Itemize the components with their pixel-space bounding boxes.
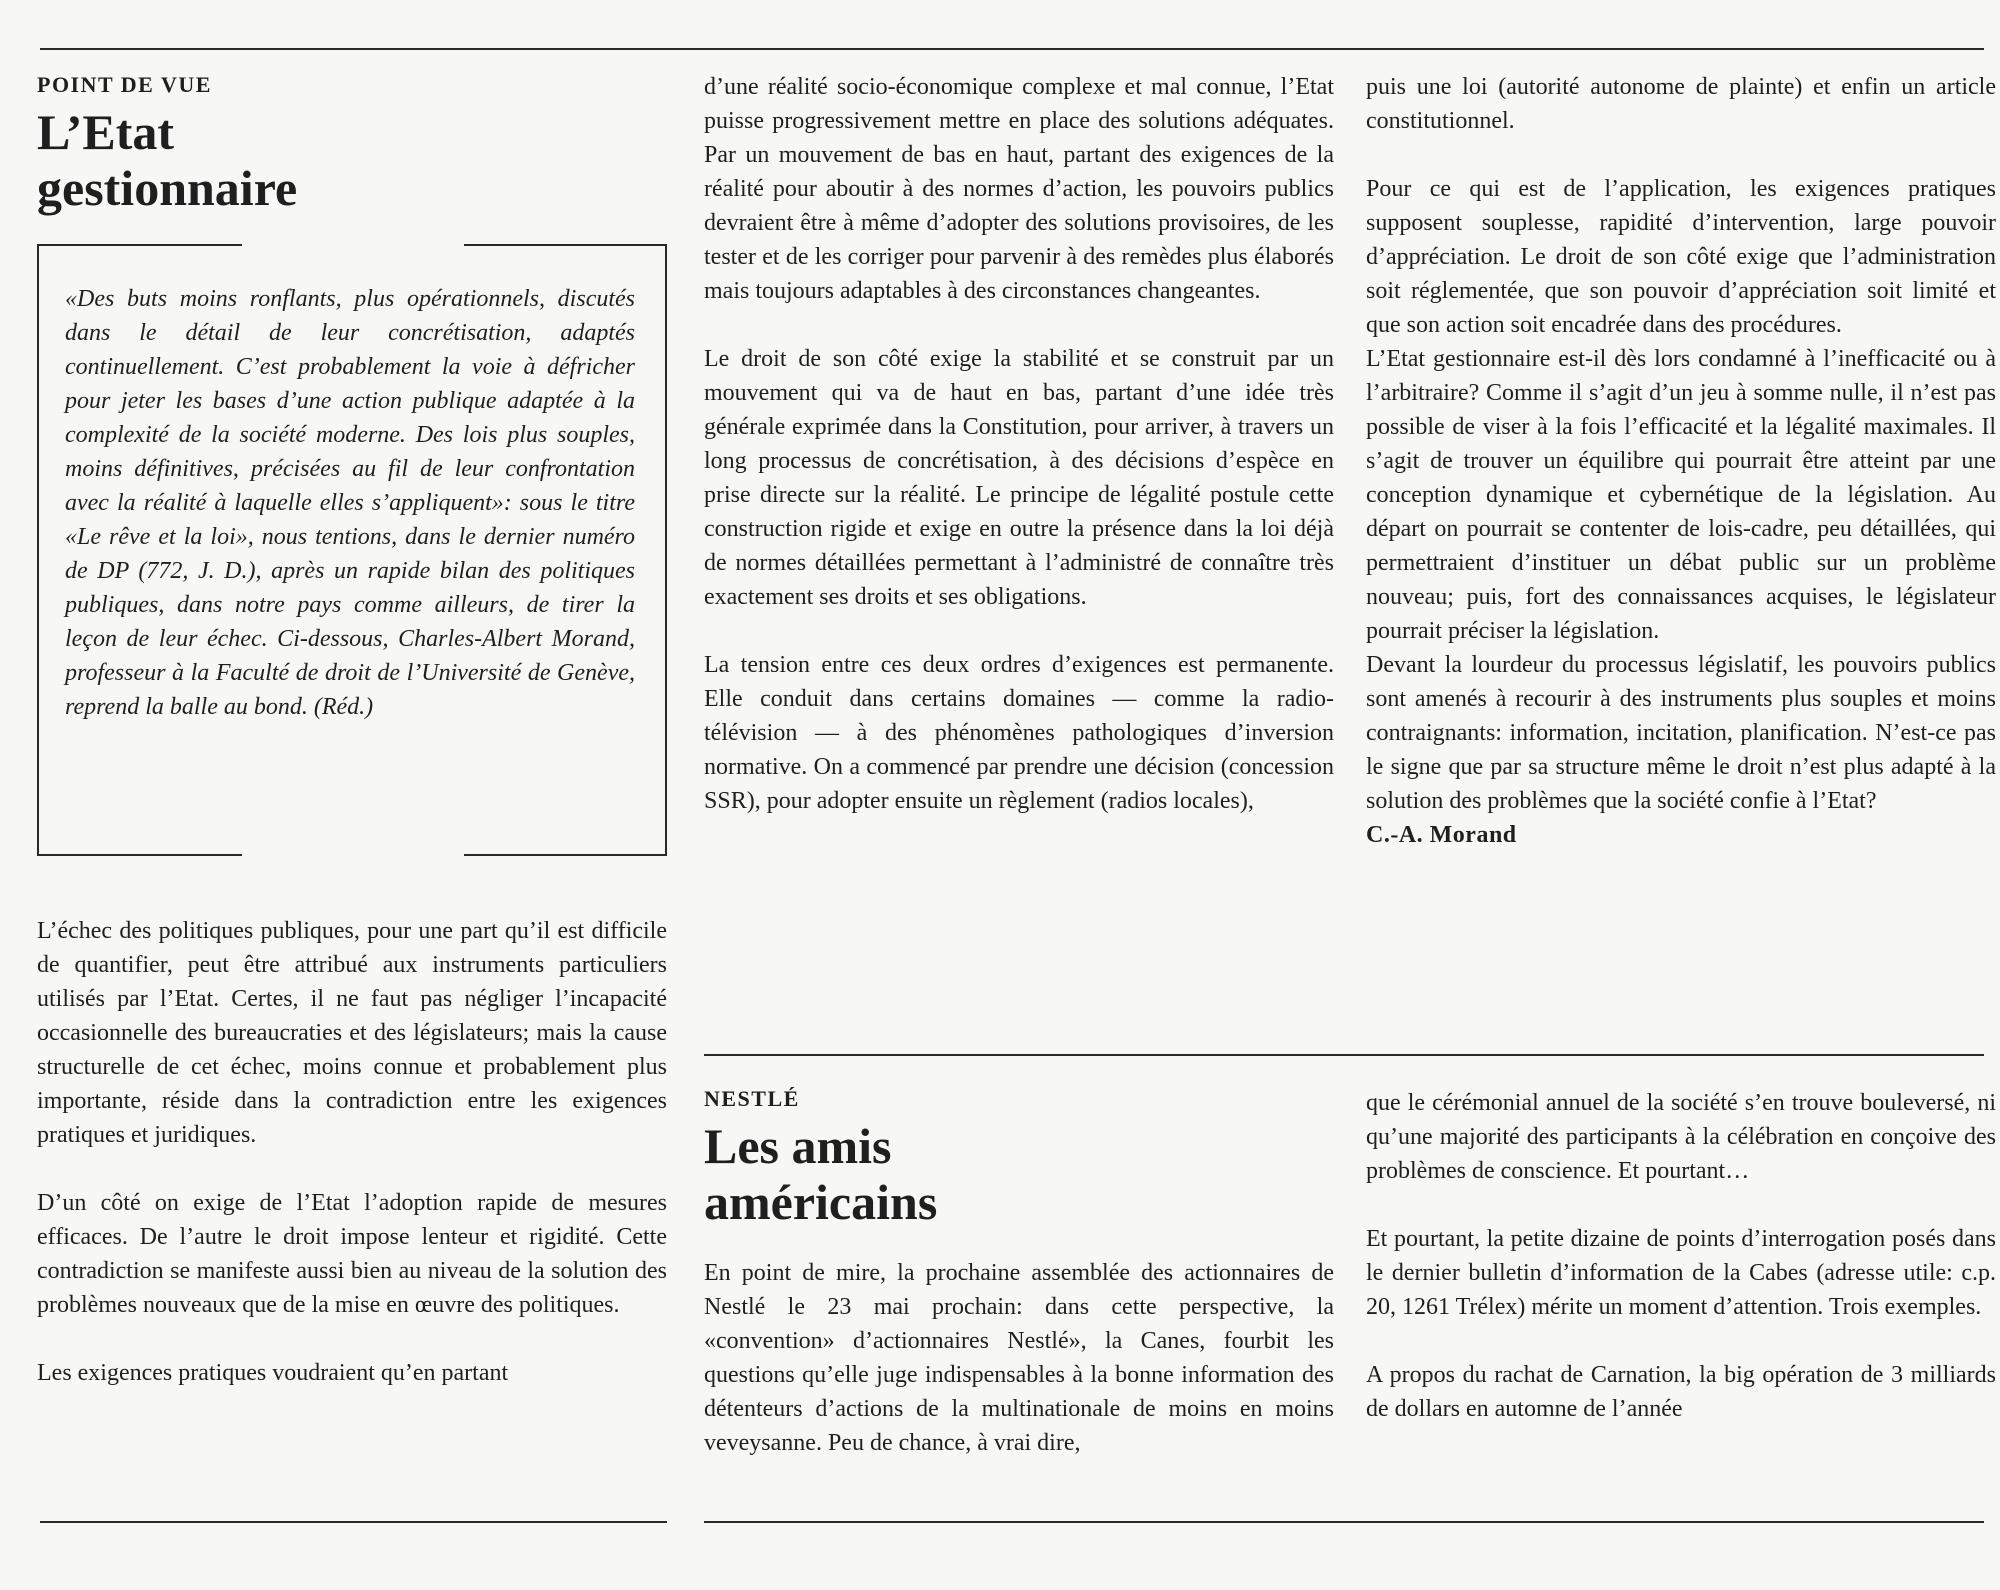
article1-col1-para-1: L’échec des politiques publiques, pour une part qu’il est difficile de quantifier, peut être attribué aux instruments particuliers utilisés par l’Etat. Certes, il ne faut pas négliger l’incapacité occasionnelle des bureaucraties et des législateurs; mais la cause structurelle de cet échec, moins connue et probablement plus importante, réside dans la contradiction entre les exigences pratiques et juridiques.	[37, 918, 667, 1148]
article1-col2-para-1: d’une réalité socio-économique complexe et mal connue, l’Etat puisse progressivement mettre en place des solutions adéquates. Par un mouvement de bas en haut, partant des exigences de la réalité pour aboutir à des normes d’action, les pouvoirs publics devraient être à même d’adopter des solutions provisoires, de les tester et de les corriger pour parvenir à des remèdes plus élaborés mais toujours adaptables à des circonstances changeantes.	[704, 74, 1334, 304]
article1-col3-para-2: Pour ce qui est de l’application, les exigences pratiques supposent souplesse, rapidité d’intervention, large pouvoir d’appréciation. Le droit de son côté exige que l’administration soit réglementée, que son pouvoir d’appréciation soit limité et que son action soit encadrée dans des procédures.	[1366, 176, 1996, 338]
article1-col2-para-2: Le droit de son côté exige la stabilité et se construit par un mouvement qui va de haut en bas, partant d’une idée très générale exprimée dans la Constitution, pour arriver, à travers un long processus de concrétisation, à des décisions d’espèce en prise directe sur la réalité. Le principe de légalité postule cette construction rigide et exige en outre la présence dans la loi déjà de normes détaillées permettant à l’administré de connaître très exactement ses droits et ses obligations.	[704, 346, 1334, 610]
top-rule	[40, 48, 1984, 50]
chapo-box-gap-bottom	[242, 851, 464, 859]
article2-header	[704, 1086, 1334, 1230]
article1-col3-para-4: Devant la lourdeur du processus législatif, les pouvoirs publics sont amenés à recourir à des instruments plus souples et moins contraignants: information, incitation, planification. N’est-ce pas le signe que par sa structure même le droit n’est plus adapté à la solution des problèmes que la société confie à l’Etat?	[1366, 652, 1996, 814]
article1-col2-para-3: La tension entre ces deux ordres d’exigences est permanente. Elle conduit dans certains domaines — comme la radio-télévision — à des phénomènes pathologiques d’inversion normative. On a commencé par prendre une décision (concession SSR), pour adopter ensuite un règlement (radios locales),	[704, 652, 1334, 814]
article1-col3-para-1: puis une loi (autorité autonome de plainte) et enfin un article constitutionnel.	[1366, 74, 1996, 134]
article2-col3-para-1: que le cérémonial annuel de la société s’en trouve bouleversé, ni qu’une majorité des participants à la célébration en conçoive des problèmes de conscience. Et pourtant…	[1366, 1090, 1996, 1184]
article2-column-3	[1366, 1086, 1996, 1426]
article2-kicker: NESTLÉ	[704, 1086, 800, 1111]
article1-column-3	[1366, 70, 1996, 886]
article1-title	[37, 104, 667, 216]
article2-title	[704, 1118, 1334, 1230]
article1-col3-para-3: L’Etat gestionnaire est-il dès lors condamné à l’inefficacité ou à l’arbitraire? Comme il s’agit d’un jeu à somme nulle, il n’est pas possible de viser à la fois l’efficacité et la légalité maximales. Il s’agit de trouver un équilibre qui pourrait être atteint par une conception dynamique et cybernétique de la législation. Au départ on pourrait se contenter de lois-cadre, peu détaillées, qui permettraient d’instituer un débat public sur un problème nouveau; puis, fort des connaissances acquises, le législateur pourrait préciser la législation.	[1366, 346, 1996, 644]
mid-rule-right	[704, 1054, 1984, 1056]
article1-title-line1: L’Etat	[37, 104, 175, 160]
article2-title-line2: américains	[704, 1174, 938, 1230]
article1-col1-para-3: Les exigences pratiques voudraient qu’en partant	[37, 1360, 509, 1386]
article1-chapo-box	[37, 244, 667, 856]
article2-col3-para-3: A propos du rachat de Carnation, la big opération de 3 milliards de dollars en automne de l’année	[1366, 1362, 1996, 1422]
article1-column-2	[704, 70, 1334, 818]
bottom-rule-right	[704, 1521, 1984, 1523]
article1-title-line2: gestionnaire	[37, 160, 298, 216]
article2-col2-para-1: En point de mire, la prochaine assemblée des actionnaires de Nestlé le 23 mai prochain: dans cette perspective, la «convention» d’actionnaires Nestlé», la Canes, fourbit les questions qu’elle juge indispensables à la bonne information des détenteurs d’actions de la multinationale de moins en moins veveysanne. Peu de chance, à vrai dire,	[704, 1260, 1334, 1456]
article2-title-line1: Les amis	[704, 1118, 892, 1174]
article1-col1-para-2: D’un côté on exige de l’Etat l’adoption rapide de mesures efficaces. De l’autre le droit impose lenteur et rigidité. Cette contradiction se manifeste aussi bien au niveau de la solution des problèmes nouveaux que de la mise en œuvre des politiques.	[37, 1190, 667, 1318]
article1-signature: C.-A. Morand	[1366, 822, 1517, 848]
article1-column-1	[37, 914, 667, 1390]
article2-column-2	[704, 1256, 1334, 1460]
bottom-rule-left	[40, 1521, 667, 1523]
article1-chapo: «Des buts moins ronflants, plus opérationnels, discutés dans le détail de leur concrétisation, adaptés continuellement. C’est probablement la voie à défricher pour jeter les bases d’une action publique adaptée à la complexité de la société moderne. Des lois plus souples, moins définitives, précisées au fil de leur confrontation avec la réalité à laquelle elles s’appliquent»: sous le titre «Le rêve et la loi», nous tentions, dans le dernier numéro de DP (772, J. D.), après un rapide bilan des politiques publiques, dans notre pays comme ailleurs, de tirer la leçon de leur échec. Ci-dessous, Charles-Albert Morand, professeur à la Faculté de droit de l’Université de Genève, reprend la balle au bond. (Réd.)	[65, 286, 635, 720]
article1-header	[37, 72, 667, 216]
article1-kicker: POINT DE VUE	[37, 72, 212, 97]
article2-col3-para-2: Et pourtant, la petite dizaine de points d’interrogation posés dans le dernier bulletin d’information de la Cabes (adresse utile: c.p. 20, 1261 Trélex) mérite un moment d’attention. Trois exemples.	[1366, 1226, 1996, 1320]
chapo-box-gap-top	[242, 241, 464, 249]
